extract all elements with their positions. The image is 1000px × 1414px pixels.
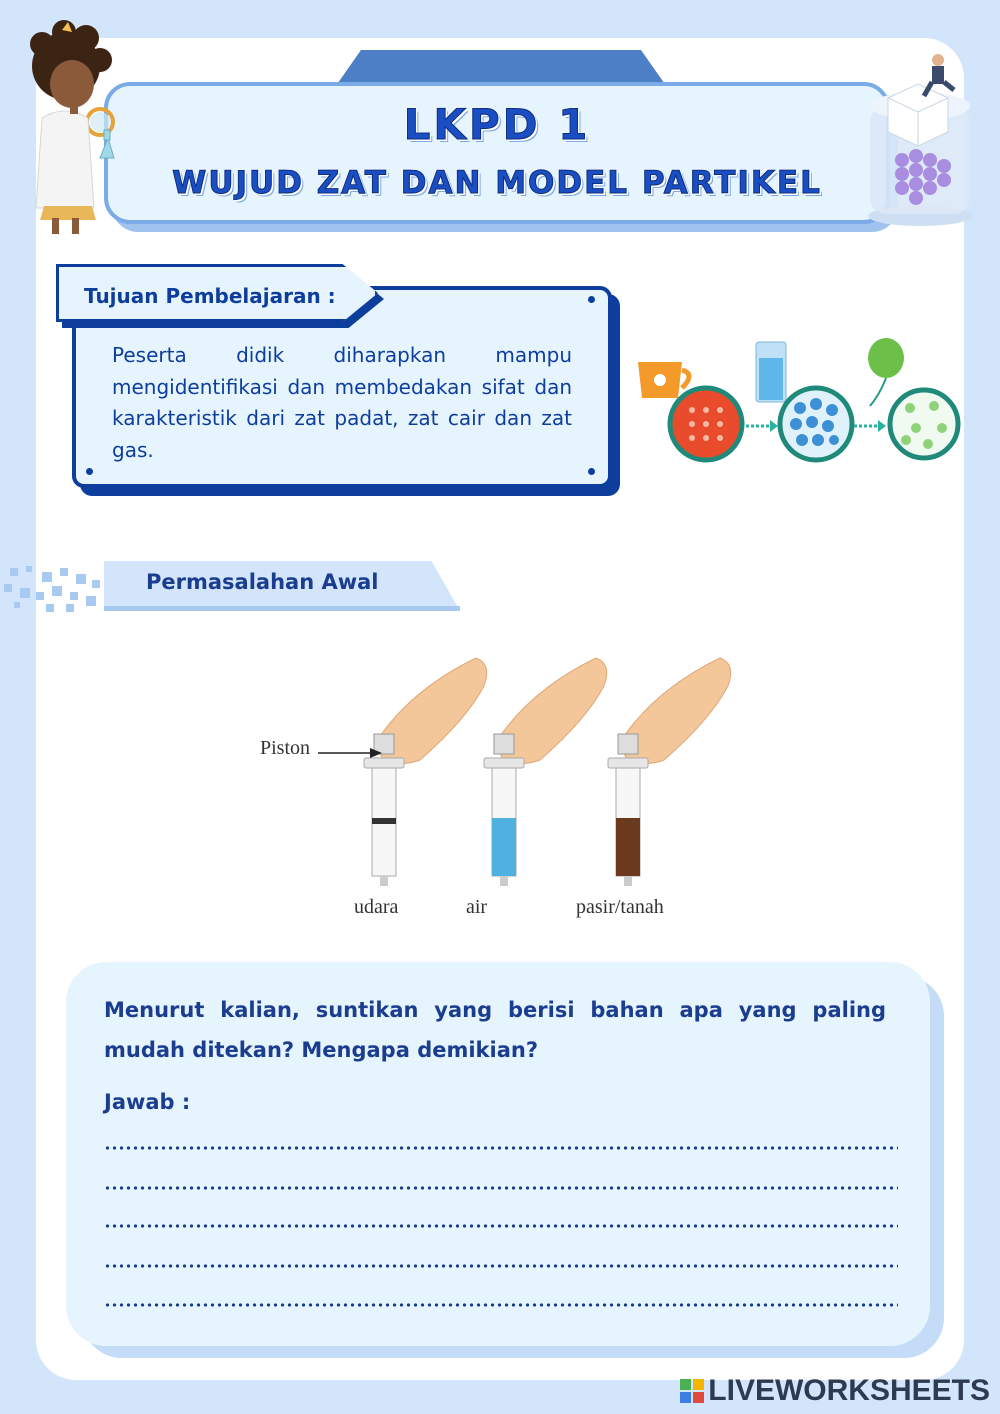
liveworksheets-watermark[interactable] [680, 1374, 990, 1408]
decor-dot [588, 296, 595, 303]
answer-line-4[interactable] [104, 1264, 898, 1268]
answer-label: Jawab : [104, 1090, 191, 1114]
syringe-label-udara: udara [354, 896, 399, 918]
tujuan-label: Tujuan Pembelajaran : [84, 284, 336, 308]
answer-line-5[interactable] [104, 1303, 898, 1307]
tujuan-text: Peserta didik diharapkan mampu mengidentifikasi dan membedakan sifat dan karakteristik dari zat padat, zat cair dan zat gas. [112, 343, 572, 462]
piston-label: Piston [260, 737, 311, 759]
permasalahan-label: Permasalahan Awal [146, 570, 379, 594]
syringes-illustration [240, 650, 760, 930]
scientist-girl-illustration [14, 18, 124, 236]
page-subtitle: WUJUD ZAT DAN MODEL PARTIKEL [172, 165, 822, 201]
brand-name: LIVEWORKSHEETS [708, 1374, 990, 1407]
answer-line-2[interactable] [104, 1186, 898, 1190]
syringe-label-air: air [466, 896, 488, 918]
page-title: LKPD 1 [403, 100, 591, 149]
permasalahan-underline [104, 606, 460, 611]
syringe-label-pasir: pasir/tanah [576, 896, 664, 918]
states-of-matter-illustration [630, 336, 964, 468]
liveworksheets-logo-icon [680, 1379, 704, 1403]
decor-dot [86, 468, 93, 475]
pixel-decoration [0, 562, 110, 614]
question-text: Menurut kalian, suntikan yang berisi bahan apa yang paling mudah ditekan? Mengapa demikian? [104, 998, 886, 1062]
answer-line-1[interactable] [104, 1146, 898, 1150]
cube-particles-illustration [862, 46, 982, 226]
decor-dot [588, 468, 595, 475]
answer-line-3[interactable] [104, 1224, 898, 1228]
